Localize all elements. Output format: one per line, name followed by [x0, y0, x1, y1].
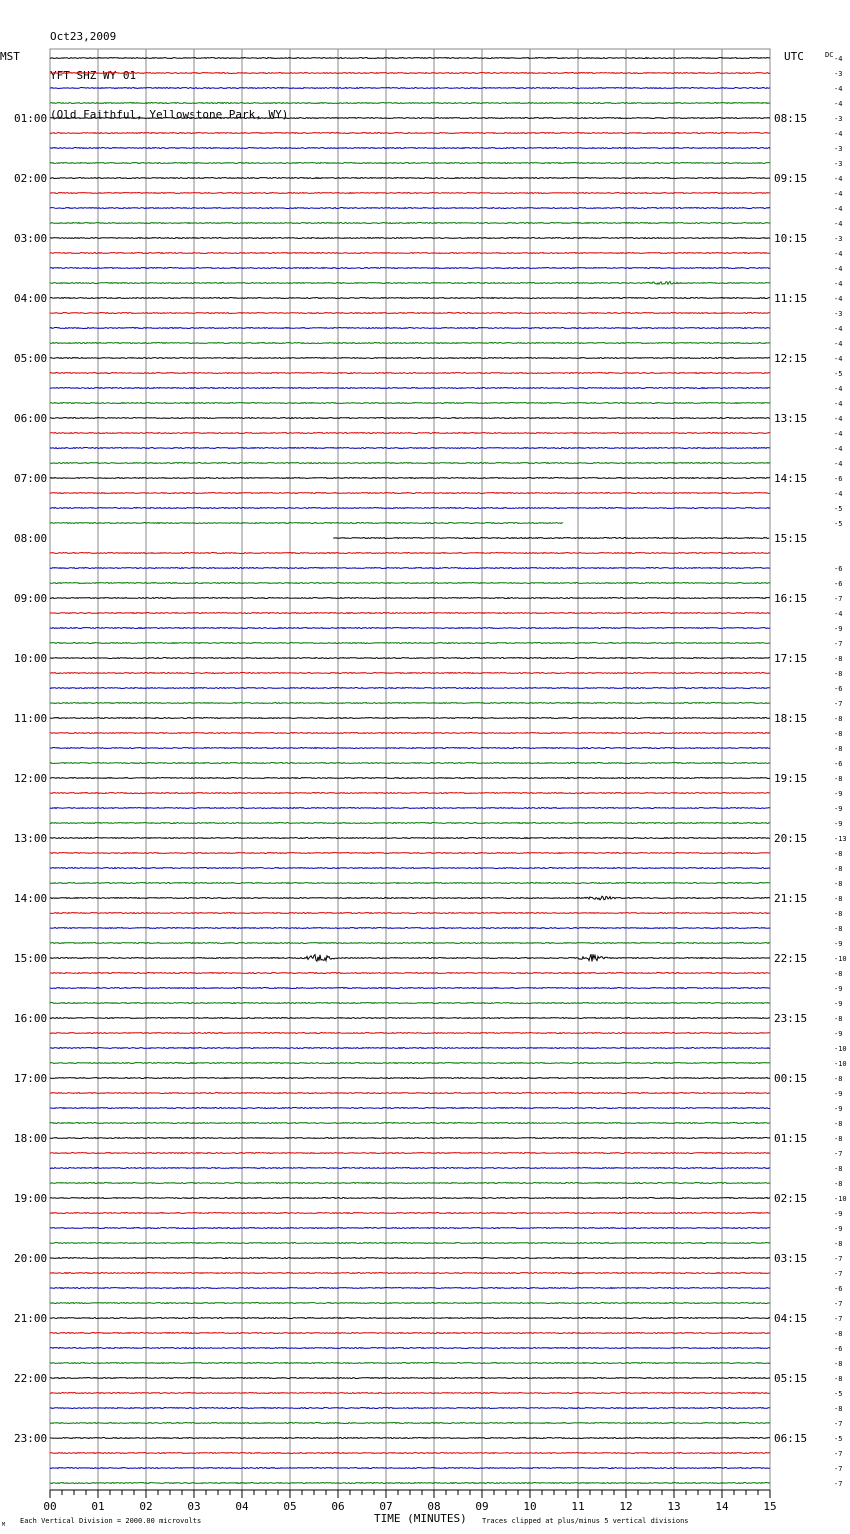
dc-offset-label: -7	[834, 1270, 843, 1278]
utc-hour-label: 16:15	[774, 592, 808, 605]
mst-hour-label: 01:00	[14, 112, 48, 125]
trace-row	[50, 583, 770, 584]
dc-offset-label: -9	[834, 805, 843, 813]
utc-hour-label: 03:15	[774, 1252, 808, 1265]
trace-row	[50, 928, 770, 929]
trace-row	[50, 913, 770, 914]
x-tick-label: 11	[571, 1500, 585, 1513]
x-tick-label: 05	[283, 1500, 297, 1513]
dc-offset-label: -8	[834, 775, 843, 783]
trace-row	[50, 1033, 770, 1034]
trace-row	[50, 73, 770, 74]
trace-row	[50, 208, 770, 209]
mst-hour-label: 16:00	[14, 1012, 48, 1025]
dc-offset-label: -9	[834, 625, 843, 633]
utc-hour-label: 06:15	[774, 1432, 808, 1445]
dc-offset-label: -3	[834, 160, 843, 168]
trace-row	[50, 808, 770, 809]
trace-row	[50, 298, 770, 299]
dc-offset-label: -10	[834, 1045, 847, 1053]
mst-hour-label: 10:00	[14, 652, 48, 665]
dc-offset-label: -4	[834, 325, 843, 333]
dc-offset-label: -8	[834, 1375, 843, 1383]
dc-offset-label: -4	[834, 100, 843, 108]
utc-hour-label: 11:15	[774, 292, 808, 305]
mst-hour-label: 12:00	[14, 772, 48, 785]
dc-offset-label: -8	[834, 1405, 843, 1413]
utc-hour-label: 14:15	[774, 472, 808, 485]
trace-row	[50, 838, 770, 839]
trace-row	[50, 1378, 770, 1379]
x-tick-label: 07	[379, 1500, 393, 1513]
trace-row	[50, 508, 770, 509]
utc-hour-label: 05:15	[774, 1372, 808, 1385]
trace-row	[50, 238, 770, 239]
dc-offset-label: -8	[834, 730, 843, 738]
dc-offset-label: -4	[834, 445, 843, 453]
plot-date: Oct23,2009	[50, 30, 117, 43]
utc-hour-label: 09:15	[774, 172, 808, 185]
dc-offset-label: -7	[834, 1315, 843, 1323]
dc-offset-label: -4	[834, 400, 843, 408]
trace-row	[50, 463, 770, 464]
time-grid	[50, 49, 770, 1490]
trace-row	[50, 1198, 770, 1199]
dc-offset-label: -5	[834, 370, 843, 378]
utc-hour-label: 00:15	[774, 1072, 808, 1085]
trace-row	[50, 673, 770, 674]
trace-row	[50, 373, 770, 374]
mst-hour-label: 03:00	[14, 232, 48, 245]
dc-offset-label: -8	[834, 865, 843, 873]
trace-row	[50, 643, 770, 644]
trace-row	[50, 1078, 770, 1079]
trace-row	[50, 748, 770, 749]
mst-hour-label: 15:00	[14, 952, 48, 965]
dc-offset-label: -10	[834, 955, 847, 963]
x-tick-label: 15	[763, 1500, 777, 1513]
utc-hour-label: 12:15	[774, 352, 808, 365]
mst-hour-label: 09:00	[14, 592, 48, 605]
trace-row	[50, 118, 770, 119]
dc-offset-labels	[834, 55, 847, 1488]
trace-row	[50, 343, 770, 344]
trace-row	[50, 1483, 770, 1484]
dc-offset-label: -8	[834, 1240, 843, 1248]
utc-hour-labels	[774, 112, 807, 1445]
mst-hour-label: 21:00	[14, 1312, 48, 1325]
trace-row	[50, 1123, 770, 1124]
utc-hour-label: 23:15	[774, 1012, 808, 1025]
trace-row	[50, 793, 770, 794]
trace-row	[50, 973, 770, 974]
dc-offset-label: -4	[834, 175, 843, 183]
trace-row	[50, 193, 770, 194]
dc-offset-label: -4	[834, 205, 843, 213]
dc-offset-label: -8	[834, 1135, 843, 1143]
dc-offset-label: -7	[834, 700, 843, 708]
dc-offset-label: -9	[834, 1030, 843, 1038]
trace-row	[50, 598, 770, 599]
plot-location: (Old Faithful, Yellowstone Park, WY)	[50, 108, 289, 121]
trace-row	[50, 1423, 770, 1424]
trace-row	[50, 1153, 770, 1154]
trace-row	[50, 1228, 770, 1229]
trace-row	[50, 133, 770, 134]
utc-hour-label: 15:15	[774, 532, 808, 545]
dc-offset-label: -3	[834, 235, 843, 243]
trace-row	[50, 1438, 770, 1439]
dc-offset-label: -6	[834, 685, 843, 693]
mst-hour-label: 02:00	[14, 172, 48, 185]
trace-row	[50, 58, 770, 59]
dc-offset-label: -4	[834, 190, 843, 198]
dc-offset-label: -5	[834, 505, 843, 513]
dc-offset-label: -8	[834, 1120, 843, 1128]
trace-row	[50, 1408, 770, 1409]
dc-offset-label: -4	[834, 265, 843, 273]
trace-row	[50, 1183, 770, 1184]
trace-row	[50, 1168, 770, 1169]
mst-hour-label: 22:00	[14, 1372, 48, 1385]
utc-hour-label: 04:15	[774, 1312, 808, 1325]
x-tick-label: 14	[715, 1500, 729, 1513]
utc-zone-label: UTC	[784, 50, 804, 63]
dc-offset-label: -7	[834, 1480, 843, 1488]
dc-offset-label: -4	[834, 55, 843, 63]
dc-offset-label: -4	[834, 340, 843, 348]
trace-row	[50, 328, 770, 329]
trace-row	[50, 103, 770, 104]
dc-offset-label: -7	[834, 1420, 843, 1428]
dc-offset-label: -9	[834, 1105, 843, 1113]
utc-hour-label: 22:15	[774, 952, 808, 965]
trace-row	[50, 868, 770, 869]
trace-row	[50, 1138, 770, 1139]
trace-row	[50, 1003, 770, 1004]
utc-hour-label: 02:15	[774, 1192, 808, 1205]
mst-hour-label: 17:00	[14, 1072, 48, 1085]
trace-row	[50, 954, 770, 961]
x-axis	[43, 1490, 776, 1513]
dc-offset-label: -6	[834, 760, 843, 768]
dc-offset-label: -3	[834, 115, 843, 123]
dc-offset-label: -8	[834, 745, 843, 753]
trace-row	[50, 1363, 770, 1364]
trace-row	[50, 493, 770, 494]
trace-row	[50, 1333, 770, 1334]
trace-row	[50, 1258, 770, 1259]
trace-row	[50, 418, 770, 419]
dc-offset-label: -8	[834, 895, 843, 903]
dc-offset-label: -5	[834, 1435, 843, 1443]
dc-offset-label: -8	[834, 715, 843, 723]
dc-offset-label: -6	[834, 565, 843, 573]
trace-row	[50, 403, 770, 404]
plot-station: YFT SHZ WY 01	[50, 69, 137, 82]
dc-offset-label: -4	[834, 85, 843, 93]
x-tick-label: 13	[667, 1500, 681, 1513]
trace-row	[50, 281, 770, 284]
scale-note: Each Vertical Division = 2000.00 microvolts	[20, 1517, 202, 1525]
dc-offset-label: -9	[834, 940, 843, 948]
dc-offset-label: -9	[834, 1000, 843, 1008]
trace-row	[50, 628, 770, 629]
mst-hour-label: 08:00	[14, 532, 48, 545]
trace-row	[50, 1348, 770, 1349]
dc-offset-label: -4	[834, 295, 843, 303]
mst-hour-label: 18:00	[14, 1132, 48, 1145]
dc-offset-label: -4	[834, 355, 843, 363]
trace-row	[50, 1018, 770, 1019]
trace-row	[50, 613, 770, 614]
dc-offset-label: -4	[834, 280, 843, 288]
dc-offset-label: -8	[834, 1165, 843, 1173]
dc-offset-label: -6	[834, 1285, 843, 1293]
dc-offset-label: -4	[834, 250, 843, 258]
trace-row	[50, 703, 770, 704]
corner-mark: M	[2, 1522, 6, 1528]
x-tick-label: 01	[91, 1500, 105, 1513]
trace-row	[50, 1393, 770, 1394]
dc-offset-label: -4	[834, 385, 843, 393]
trace-row	[50, 1453, 770, 1454]
dc-offset-label: -5	[834, 520, 843, 528]
x-tick-label: 00	[43, 1500, 57, 1513]
trace-row	[50, 1108, 770, 1109]
clip-note: Traces clipped at plus/minus 5 vertical divisions	[482, 1517, 689, 1525]
dc-offset-label: -7	[834, 1450, 843, 1458]
x-tick-label: 12	[619, 1500, 633, 1513]
trace-row	[50, 718, 770, 719]
trace-row	[50, 148, 770, 149]
mst-hour-label: 20:00	[14, 1252, 48, 1265]
dc-offset-label: -7	[834, 595, 843, 603]
dc-offset-label: -8	[834, 1330, 843, 1338]
trace-row	[50, 88, 770, 89]
trace-row	[50, 448, 770, 449]
utc-hour-label: 17:15	[774, 652, 808, 665]
dc-offset-label: -13	[834, 835, 847, 843]
trace-row	[50, 178, 770, 179]
trace-group	[50, 58, 770, 1484]
utc-hour-label: 01:15	[774, 1132, 808, 1145]
dc-offset-label: -8	[834, 670, 843, 678]
utc-hour-label: 13:15	[774, 412, 808, 425]
dc-offset-label: -8	[834, 850, 843, 858]
mst-hour-label: 05:00	[14, 352, 48, 365]
x-tick-label: 03	[187, 1500, 201, 1513]
dc-offset-label: -6	[834, 475, 843, 483]
utc-hour-label: 20:15	[774, 832, 808, 845]
dc-offset-label: -9	[834, 1090, 843, 1098]
utc-hour-label: 21:15	[774, 892, 808, 905]
dc-offset-label: -8	[834, 910, 843, 918]
dc-offset-label: -5	[834, 1390, 843, 1398]
x-tick-label: 02	[139, 1500, 153, 1513]
mst-hour-labels	[14, 112, 47, 1445]
dc-offset-label: -3	[834, 310, 843, 318]
x-tick-label: 06	[331, 1500, 345, 1513]
dc-offset-label: -4	[834, 610, 843, 618]
dc-offset-label: -4	[834, 415, 843, 423]
dc-offset-label: -9	[834, 1225, 843, 1233]
trace-row	[50, 523, 563, 524]
dc-offset-label: -8	[834, 1015, 843, 1023]
trace-row	[50, 1288, 770, 1289]
trace-row	[50, 1273, 770, 1274]
trace-row	[50, 433, 770, 434]
mst-zone-label: MST	[0, 50, 20, 63]
trace-row	[50, 163, 770, 164]
trace-row	[50, 1303, 770, 1304]
dc-offset-label: -8	[834, 655, 843, 663]
trace-row	[50, 823, 770, 824]
dc-offset-label: -10	[834, 1195, 847, 1203]
dc-offset-label: -3	[834, 70, 843, 78]
trace-row	[50, 1318, 770, 1319]
dc-offset-label: -7	[834, 1465, 843, 1473]
trace-row	[50, 988, 770, 989]
trace-row	[50, 553, 770, 554]
dc-header-label: DC	[825, 51, 834, 59]
trace-row	[50, 358, 770, 359]
dc-offset-label: -4	[834, 430, 843, 438]
mst-hour-label: 07:00	[14, 472, 48, 485]
dc-offset-label: -8	[834, 1360, 843, 1368]
trace-row	[50, 883, 770, 884]
trace-row	[50, 478, 770, 479]
mst-hour-label: 13:00	[14, 832, 48, 845]
trace-row	[50, 1213, 770, 1214]
trace-row	[50, 763, 770, 764]
trace-row	[50, 1048, 770, 1049]
trace-row	[50, 388, 770, 389]
trace-row	[50, 1468, 770, 1469]
dc-offset-label: -8	[834, 880, 843, 888]
trace-row	[50, 1063, 770, 1064]
x-tick-label: 09	[475, 1500, 489, 1513]
dc-offset-label: -10	[834, 1060, 847, 1068]
x-tick-label: 10	[523, 1500, 537, 1513]
x-tick-label: 08	[427, 1500, 441, 1513]
mst-hour-label: 04:00	[14, 292, 48, 305]
trace-row	[50, 943, 770, 944]
dc-offset-label: -4	[834, 460, 843, 468]
mst-hour-label: 11:00	[14, 712, 48, 725]
x-axis-title: TIME (MINUTES)	[374, 1512, 467, 1525]
dc-offset-label: -6	[834, 1345, 843, 1353]
dc-offset-label: -8	[834, 1180, 843, 1188]
trace-row	[50, 568, 770, 569]
mst-hour-label: 23:00	[14, 1432, 48, 1445]
dc-offset-label: -7	[834, 1255, 843, 1263]
trace-row	[50, 223, 770, 224]
plot-frame	[50, 49, 770, 1490]
trace-row	[50, 688, 770, 689]
dc-offset-label: -9	[834, 985, 843, 993]
dc-offset-label: -4	[834, 220, 843, 228]
trace-row	[50, 853, 770, 854]
dc-offset-label: -7	[834, 640, 843, 648]
trace-row	[50, 253, 770, 254]
dc-offset-label: -7	[834, 1150, 843, 1158]
trace-row	[50, 658, 770, 659]
utc-hour-label: 08:15	[774, 112, 808, 125]
dc-offset-label: -9	[834, 820, 843, 828]
utc-hour-label: 18:15	[774, 712, 808, 725]
dc-offset-label: -3	[834, 145, 843, 153]
mst-hour-label: 14:00	[14, 892, 48, 905]
dc-offset-label: -4	[834, 130, 843, 138]
dc-offset-label: -4	[834, 490, 843, 498]
mst-hour-label: 19:00	[14, 1192, 48, 1205]
utc-hour-label: 10:15	[774, 232, 808, 245]
mst-hour-label: 06:00	[14, 412, 48, 425]
dc-offset-label: -9	[834, 1210, 843, 1218]
trace-row	[50, 1243, 770, 1244]
dc-offset-label: -9	[834, 790, 843, 798]
dc-offset-label: -8	[834, 970, 843, 978]
trace-row	[333, 538, 769, 539]
dc-offset-label: -6	[834, 580, 843, 588]
dc-offset-label: -8	[834, 925, 843, 933]
trace-row	[50, 1093, 770, 1094]
x-tick-label: 04	[235, 1500, 249, 1513]
trace-row	[50, 896, 770, 900]
trace-row	[50, 733, 770, 734]
trace-row	[50, 778, 770, 779]
trace-row	[50, 313, 770, 314]
utc-hour-label: 19:15	[774, 772, 808, 785]
dc-offset-label: -8	[834, 1075, 843, 1083]
dc-offset-label: -7	[834, 1300, 843, 1308]
trace-row	[50, 268, 770, 269]
